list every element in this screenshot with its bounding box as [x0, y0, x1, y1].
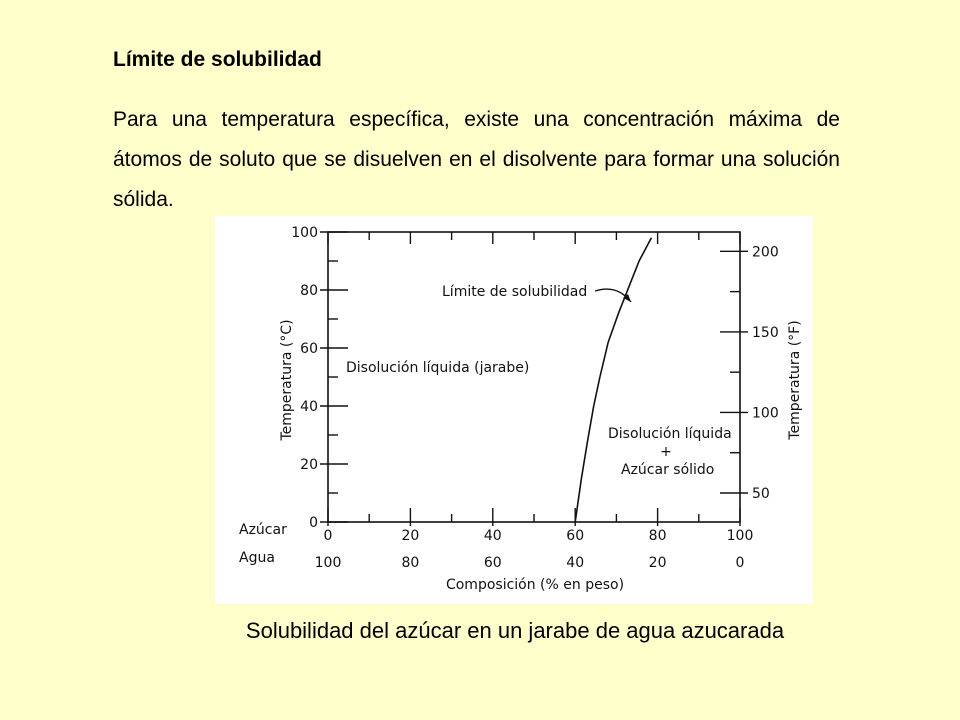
y-tick-label-left: 20: [300, 457, 318, 473]
chart-svg: [215, 216, 813, 604]
x-tick-label-sugar: 60: [566, 528, 585, 544]
x-row-label-sugar: Azúcar: [239, 522, 287, 538]
x-tick-label-water: 40: [566, 555, 585, 571]
x-tick-label-sugar: 0: [323, 528, 333, 544]
x-tick-label-water: 20: [648, 555, 667, 571]
figure-caption: Solubilidad del azúcar en un jarabe de agua azucarada: [245, 618, 785, 643]
y-tick-label-right: 50: [752, 486, 770, 502]
y-tick-label-right: 100: [752, 405, 779, 422]
x-tick-label-sugar: 100: [726, 528, 754, 544]
y-tick-label-left: 100: [291, 225, 318, 241]
x-tick-label-sugar: 20: [401, 528, 420, 544]
curve-label-arrow: [595, 289, 631, 302]
y-tick-label-right: 200: [752, 244, 779, 261]
y-tick-label-right: 150: [752, 324, 779, 341]
x-row-label-water: Agua: [239, 550, 275, 566]
solubility-chart: [215, 216, 813, 604]
region-label-mixture-line1: Disolución líquida: [608, 426, 732, 442]
region-label-liquid: Disolución líquida (jarabe): [346, 360, 530, 376]
x-tick-label-water: 100: [314, 555, 342, 571]
x-tick-label-water: 80: [401, 555, 420, 571]
y-tick-label-left: 60: [300, 341, 318, 357]
x-tick-label-water: 60: [483, 555, 502, 571]
y-tick-label-left: 80: [300, 283, 318, 299]
x-axis-label: Composición (% en peso): [445, 577, 625, 593]
region-label-mixture-line3: Azúcar sólido: [621, 462, 715, 478]
x-tick-label-water: 0: [735, 555, 745, 571]
slide-heading: Límite de solubilidad: [113, 48, 322, 71]
solubility-limit-curve: [575, 238, 651, 522]
y-axis-label-right: Temperatura (°F): [787, 320, 803, 440]
tick-marks: [320, 232, 748, 526]
tick-labels: [291, 225, 778, 571]
x-tick-label-sugar: 80: [648, 528, 667, 544]
curve-label: Límite de solubilidad: [442, 284, 588, 300]
y-tick-label-left: 40: [300, 399, 318, 415]
x-tick-label-sugar: 40: [483, 528, 502, 544]
slide-body-text: Para una temperatura específica, existe una concentración máxima de átomos de soluto que se disuelven en el disolvente para formar una solución sólida.: [113, 108, 840, 211]
region-label-mixture-plus: +: [660, 444, 672, 460]
y-axis-label-left: Temperatura (°C): [279, 319, 295, 441]
y-tick-label-left: 0: [309, 515, 318, 531]
plot-frame: [328, 232, 740, 522]
